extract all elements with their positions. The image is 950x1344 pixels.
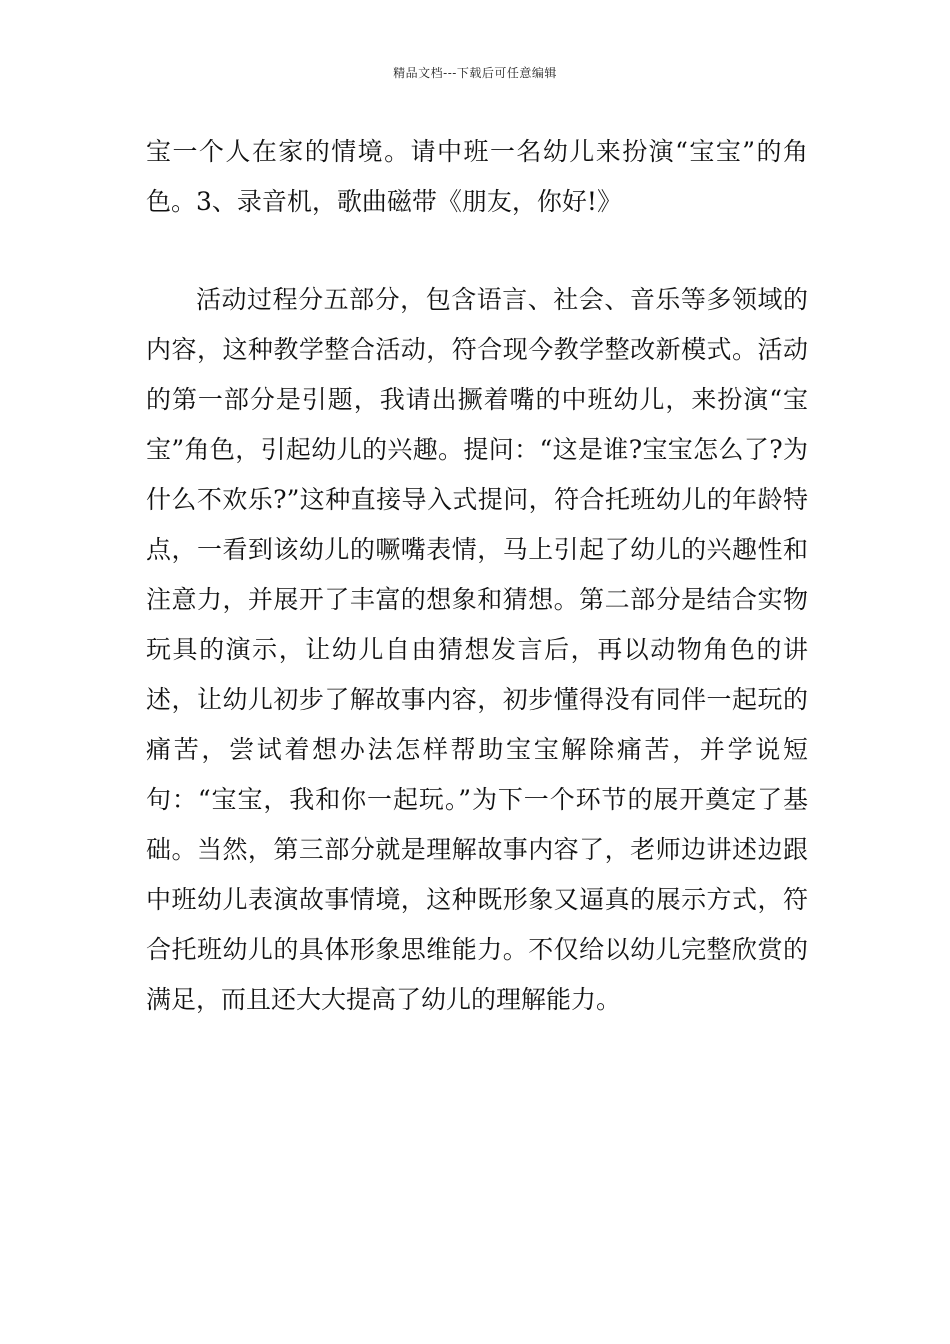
paragraph-continuation: 宝一个人在家的情境。请中班一名幼儿来扮演“宝宝”的角色。3、录音机，歌曲磁带《朋友，你好!》 — [146, 137, 808, 216]
page-header: 精品文档---下载后可任意编辑 — [393, 66, 557, 80]
paragraph-activity-process: 活动过程分五部分，包含语言、社会、音乐等多领域的内容，这种教学整合活动，符合现今教学整改新模式。活动的第一部分是引题，我请出撅着嘴的中班幼儿，来扮演“宝宝”角色，引起幼儿的兴趣。提问：“这是谁?宝宝怎么了?为什么不欢乐?”这种直接导入式提问，符合托班幼儿的年龄特点，一看到该幼儿的噘嘴表情，马上引起了幼儿的兴趣性和注意力，并展开了丰富的想象和猜想。第二部分是结合实物玩具的演示，让幼儿自由猜想发言后，再以动物角色的讲述，让幼儿初步了解故事内容，初步懂得没有同伴一起玩的痛苦，尝试着想办法怎样帮助宝宝解除痛苦，并学说短句：“宝宝，我和你一起玩。”为下一个环节的展开奠定了基础。当然，第三部分就是理解故事内容了，老师边讲述边跟中班幼儿表演故事情境，这种既形象又逼真的展示方式，符合托班幼儿的具体形象思维能力。不仅给以幼儿完整欣赏的满足，而且还大大提高了幼儿的理解能力。 — [146, 285, 808, 1014]
